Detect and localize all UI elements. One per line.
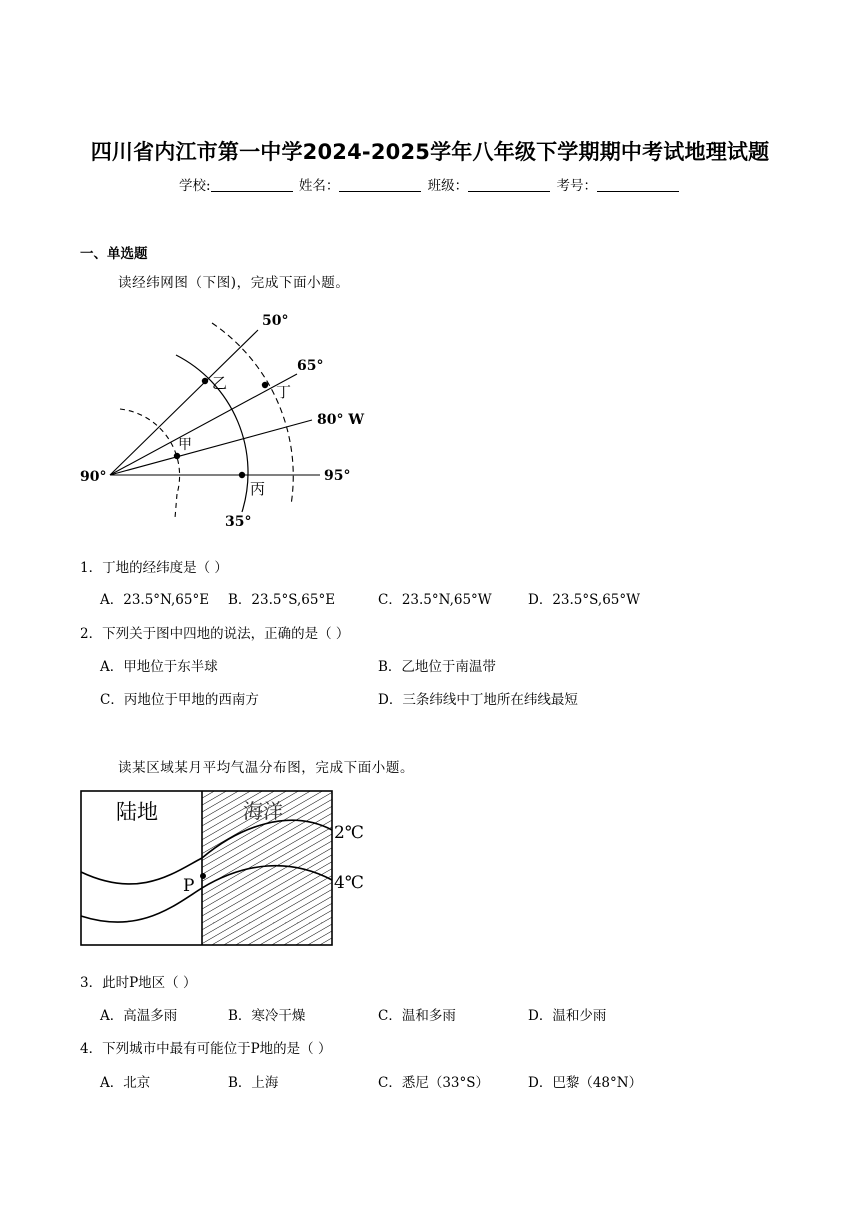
meridian-50 xyxy=(110,330,258,475)
school-label: 学校: xyxy=(179,178,211,194)
q1-option-d[interactable]: D．23.5°S,65°W xyxy=(528,592,640,608)
question-4: 4．下列城市中最有可能位于P地的是（ ） xyxy=(80,1041,332,1057)
point-p-label: P xyxy=(183,876,195,896)
label-35: 35° xyxy=(225,514,252,530)
temperature-figure xyxy=(75,785,385,950)
land-label: 陆地 xyxy=(116,800,158,824)
group2-intro: 读某区域某月平均气温分布图，完成下面小题。 xyxy=(118,760,415,776)
page-title: 四川省内江市第一中学2024-2025学年八年级下学期期中考试地理试题 xyxy=(90,140,770,164)
ocean-label: 海洋 xyxy=(243,799,283,823)
q4-option-b[interactable]: B．上海 xyxy=(228,1075,279,1091)
question-1: 1．丁地的经纬度是（ ） xyxy=(80,560,228,576)
class-label: 班级： xyxy=(427,178,469,194)
point-jia xyxy=(174,453,180,459)
label-bing: 丙 xyxy=(250,480,266,498)
exam-number-blank[interactable] xyxy=(597,177,679,192)
label-yi: 乙 xyxy=(212,374,228,392)
isotherm-2-label: 2℃ xyxy=(334,823,364,843)
label-ding: 丁 xyxy=(276,383,292,401)
q1-option-a[interactable]: A．23.5°N,65°E xyxy=(100,592,210,608)
q1-option-c[interactable]: C．23.5°N,65°W xyxy=(378,592,492,608)
section-heading: 一、单选题 xyxy=(80,246,148,262)
q2-option-d[interactable]: D．三条纬线中丁地所在纬线最短 xyxy=(378,692,578,708)
label-80w: 80° W xyxy=(317,412,365,428)
question-2: 2．下列关于图中四地的说法，正确的是（ ） xyxy=(80,626,350,642)
meridian-80 xyxy=(110,420,312,475)
q4-option-c[interactable]: C．悉尼（33°S） xyxy=(378,1075,490,1091)
q4-option-a[interactable]: A．北京 xyxy=(100,1075,151,1091)
q1-option-b[interactable]: B．23.5°S,65°E xyxy=(228,592,336,608)
name-label: 姓名： xyxy=(298,178,340,194)
parallel-inner-dashed-end xyxy=(175,494,177,518)
exam-number-label: 考号： xyxy=(556,178,597,194)
isotherm-4-label: 4℃ xyxy=(334,873,364,893)
point-yi xyxy=(202,378,208,384)
name-blank[interactable] xyxy=(339,177,421,192)
q2-option-c[interactable]: C．丙地位于甲地的西南方 xyxy=(100,692,259,708)
point-p xyxy=(200,873,206,879)
question-3: 3．此时P地区（ ） xyxy=(80,975,197,991)
parallel-inner-dashed xyxy=(120,409,180,494)
q3-option-b[interactable]: B．寒冷干燥 xyxy=(228,1008,306,1024)
label-50: 50° xyxy=(262,313,289,329)
q2-option-b[interactable]: B．乙地位于南温带 xyxy=(378,659,496,675)
q2-option-a[interactable]: A．甲地位于东半球 xyxy=(100,659,218,675)
point-ding xyxy=(262,382,268,388)
label-95: 95° xyxy=(324,468,351,484)
label-jia: 甲 xyxy=(178,437,192,453)
parallel-outer-dashed xyxy=(212,323,293,505)
q4-option-d[interactable]: D．巴黎（48°N） xyxy=(528,1075,643,1091)
meridian-65 xyxy=(110,374,297,475)
label-65: 65° xyxy=(297,358,324,374)
label-90: 90° xyxy=(80,469,107,485)
school-blank[interactable] xyxy=(211,177,293,192)
student-info-line xyxy=(0,174,860,194)
q3-option-d[interactable]: D．温和少雨 xyxy=(528,1008,607,1024)
graticule-figure xyxy=(70,300,380,535)
point-bing xyxy=(239,472,245,478)
group1-intro: 读经纬网图（下图)，完成下面小题。 xyxy=(118,275,350,291)
q3-option-a[interactable]: A．高温多雨 xyxy=(100,1008,178,1024)
class-blank[interactable] xyxy=(468,177,550,192)
q3-option-c[interactable]: C．温和多雨 xyxy=(378,1008,456,1024)
